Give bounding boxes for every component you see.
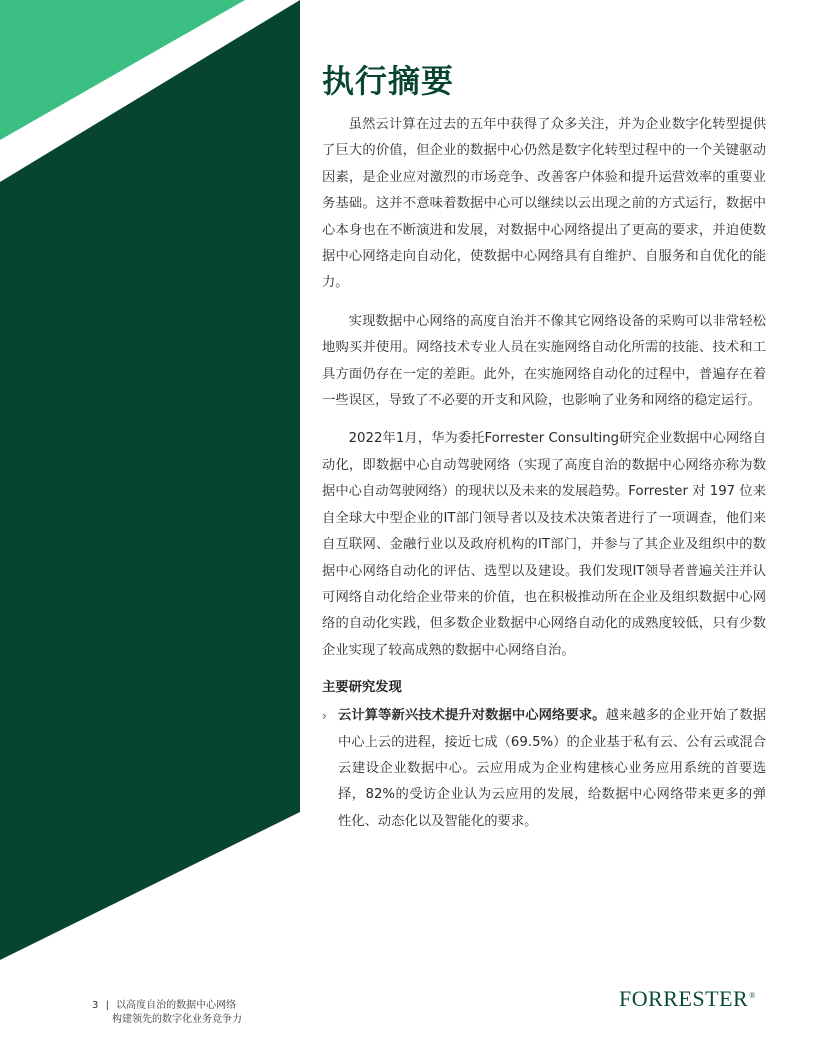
main-content <box>322 112 766 835</box>
paragraph-study: 2022年1月，华为委托Forrester Consulting研究企业数据中心网络自动化，即数据中心自动驾驶网络（实现了高度自治的数据中心网络亦称为数据中心自动驾驶网络）的现状以及未来的发展趋势。Forrester 对 197 位来自全球大中型企业的IT部门领导者以及技术决策者进行了一项调查，他们来自互联网、金融行业以及政府机构的IT部门，并参与了其企业及组织中的数据中心网络自动化的评估、选型以及建设。我们发现IT领导者普遍关注并认可网络自动化给企业带来的价值，也在积极推动所在企业及组织数据中心网络的自动化实践，但多数企业数据中心网络自动化的成熟度较低，只有少数企业实现了较高成熟的数据中心网络自治。 <box>322 431 766 658</box>
forrester-logo <box>619 986 756 1012</box>
section-heading-key-findings: 主要研究发现 <box>322 680 402 696</box>
finding-body: 越来越多的企业开始了数据中心上云的进程，接近七成（69.5%）的企业基于私有云、公有云或混合云建设企业数据中心。云应用成为企业构建核心业务应用系统的首要选择，82%的受访企业认为云应用的发展，给数据中心网络带来更多的弹性化、动态化以及智能化的要求。 <box>338 708 767 829</box>
chevron-right-icon: › <box>322 709 327 724</box>
logo-text: FORRESTER <box>619 986 749 1011</box>
decorative-background <box>0 0 300 960</box>
footer-line-1 <box>92 999 242 1013</box>
report-title-line-2: 构建领先的数字化业务竞争力 <box>112 1014 242 1025</box>
page-title: 执行摘要 <box>322 62 455 100</box>
footer <box>92 999 242 1027</box>
page-number: 3 <box>92 1000 99 1011</box>
footer-separator: | <box>105 1000 109 1011</box>
finding-item <box>322 703 766 835</box>
paragraph-intro: 虽然云计算在过去的五年中获得了众多关注，并为企业数字化转型提供了巨大的价值，但企业的数据中心仍然是数字化转型过程中的一个关键驱动因素，是企业应对激烈的市场竞争、改善客户体验和提升运营效率的重要业务基础。这并不意味着数据中心可以继续以云出现之前的方式运行，数据中心本身也在不断演进和发展，对数据中心网络提出了更高的要求，并迫使数据中心网络走向自动化，使数据中心网络具有自维护、自服务和自优化的能力。 <box>322 117 766 291</box>
registered-mark: ® <box>749 990 756 1000</box>
finding-lead: 云计算等新兴技术提升对数据中心网络要求。 <box>338 708 606 724</box>
report-title-line-1: 以高度自治的数据中心网络 <box>116 1000 237 1011</box>
paragraph-challenges: 实现数据中心网络的高度自治并不像其它网络设备的采购可以非常轻松地购买并使用。网络技术专业人员在实施网络自动化所需的技能、技术和工具方面仍存在一定的差距。此外，在实施网络自动化的过程中，普遍存在着一些误区，导致了不必要的开支和风险，也影响了业务和网络的稳定运行。 <box>322 313 766 409</box>
dark-green-band <box>0 0 300 960</box>
